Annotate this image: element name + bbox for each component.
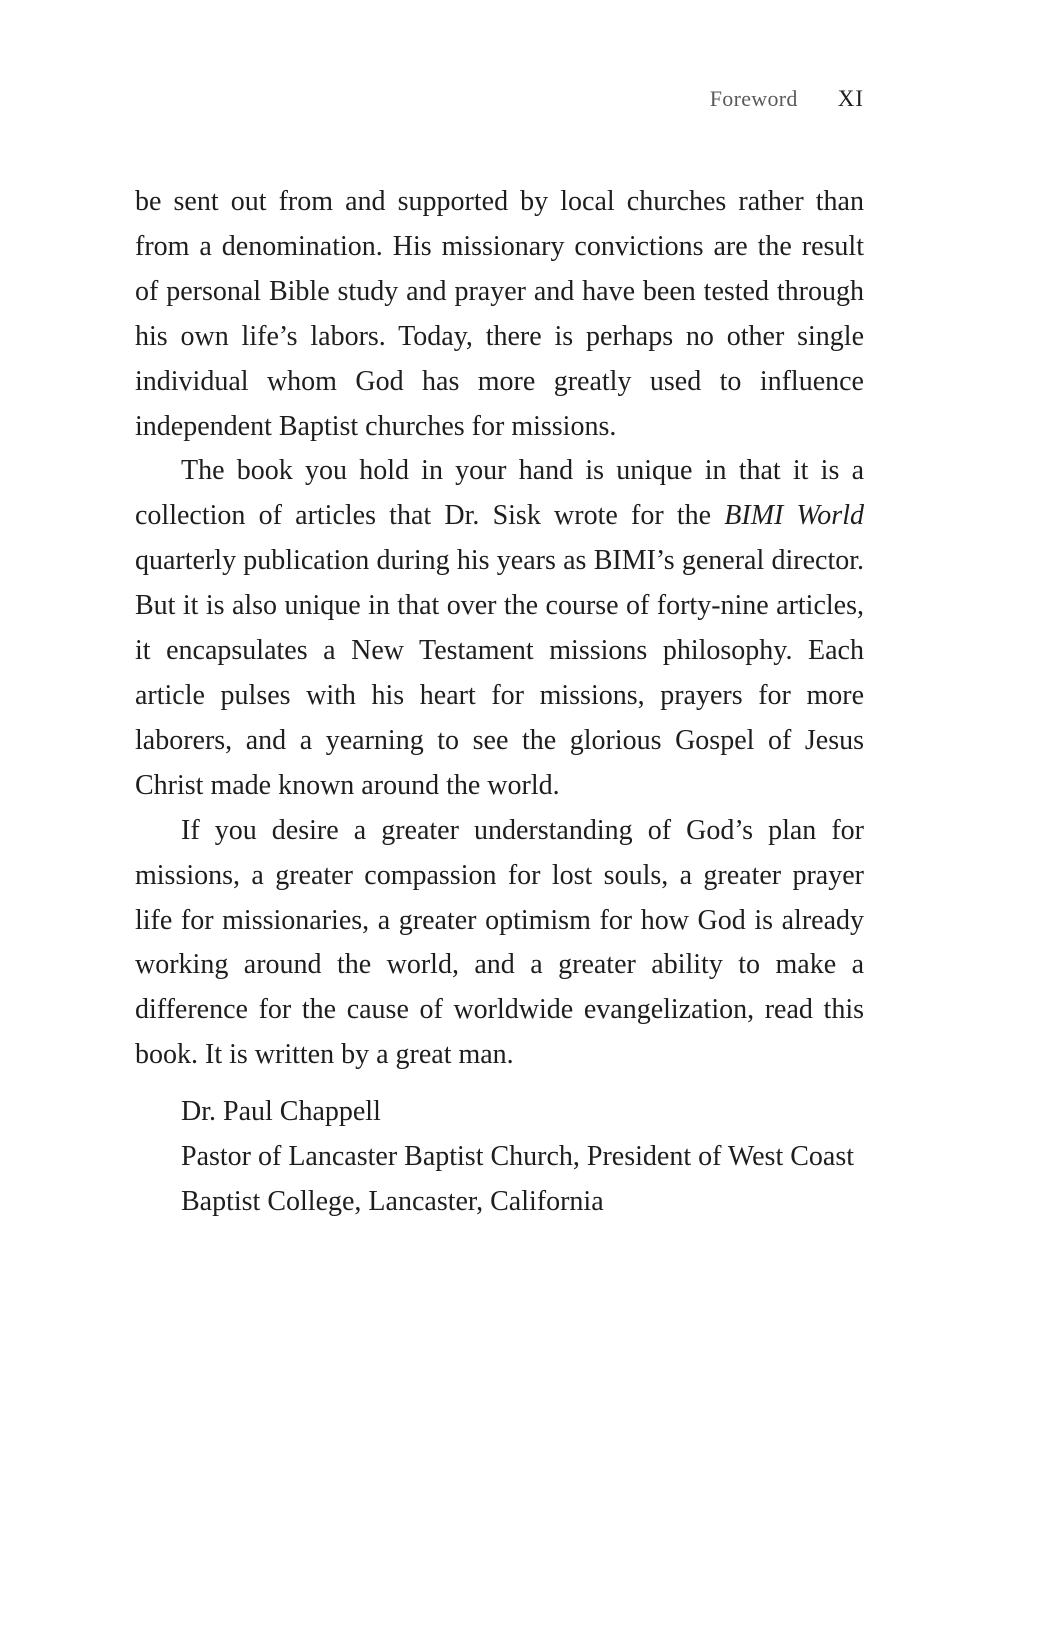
paragraph-2-start: The book you hold in your hand is unique in that it is a collection of articles that Dr. Sisk wrote for the [135,455,864,532]
body-text [135,180,864,1078]
running-header [710,86,864,112]
paragraph-3: If you desire a greater understanding of God’s plan for missions, a greater compassion for lost souls, a greater prayer life for missionaries, a greater optimism for how God is already working around the world, and a greater ability to make a difference for the cause of worldwide evangelization, read this book. It is written by a great man. [135,814,864,1071]
page-number: XI [837,86,864,111]
signature-title-line-2: Baptist College, Lancaster, California [181,1185,604,1217]
signature-title-line-1: Pastor of Lancaster Baptist Church, President of West Coast [181,1140,854,1172]
publication-title: BIMI World [724,500,864,532]
paragraph-1: be sent out from and supported by local churches rather than from a denomination. His missionary convictions are the result of personal Bible study and prayer and have been tested through his own life’s labors. Today, there is perhaps no other single individual whom God has more greatly used to influence independent Baptist churches for missions. [135,186,864,442]
signature-block [181,1090,871,1225]
running-title: Foreword [709,86,798,111]
paragraph-2 [135,449,864,808]
signature-name: Dr. Paul Chappell [181,1096,381,1127]
paragraph-2-end: quarterly publication during his years as BIMI’s general director. But it is also unique in that over the course of forty-nine articles, it encapsulates a New Testament missions philosophy. Each article pulses with his heart for missions, prayers for more laborers, and a yearning to see the glorious Gospel of Jesus Christ made known around the world. [135,545,864,801]
